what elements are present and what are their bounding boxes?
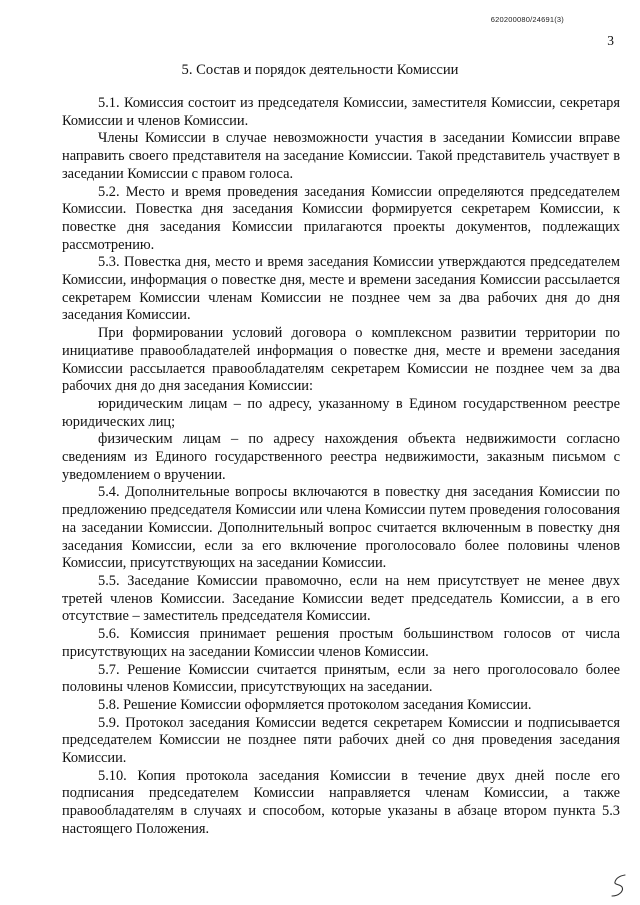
section-heading: 5. Состав и порядок деятельности Комиссии [181,62,459,78]
paragraph-5-2: 5.2. Место и время проведения заседания Комиссии определяются председателем Комиссии. Повестка дня заседания Комиссии формируется секретарем Комиссии, к повестке дня заседания Комиссии прилагаются проекты документов, подлежащих рассмотрению. [62,183,620,253]
paragraph-5-7: 5.7. Решение Комиссии считается принятым, если за него проголосовало более половины членов Комиссии, присутствующих на заседании. [62,661,620,696]
paragraph-5-3: 5.3. Повестка дня, место и время заседания Комиссии утверждаются председателем Комиссии, информация о повестке дня, месте и времени заседания Комиссии рассылается секретарем Комиссии членам Комиссии не позднее чем за два рабочих дня до дня заседания Комиссии. [62,254,620,324]
paragraph-legal-entities: юридическим лицам – по адресу, указанному в Едином государственном реестре юридических лиц; [62,395,620,430]
paragraph-5-10: 5.10. Копия протокола заседания Комиссии в течение двух дней после его подписания председателем Комиссии направляется членам Комиссии, а также правообладателям в случаях и способом, которые указаны в абзаце втором пункта 5.3 настоящего Положения. [62,767,620,837]
paragraph-rightholders-notice: При формировании условий договора о комплексном развитии территории по инициативе правообладателей информация о повестке дня, месте и времени заседания Комиссии рассылается правообладателям секретарем Комиссии не позднее чем за два рабочих дня до дня заседания Комиссии: [62,325,620,395]
paragraph-5-5: 5.5. Заседание Комиссии правомочно, если на нем присутствует не менее двух третей членов Комиссии. Заседание Комиссии ведет председатель Комиссии, а в его отсутствие – заместитель председателя Комиссии. [62,572,620,625]
handwritten-mark [608,873,630,899]
paragraph-5-9: 5.9. Протокол заседания Комиссии ведется секретарем Комиссии и подписывается председателем Комиссии не позднее пяти рабочих дней со дня проведения заседания Комиссии. [62,714,620,767]
paragraph-5-1: 5.1. Комиссия состоит из председателя Комиссии, заместителя Комиссии, секретаря Комиссии и членов Комиссии. [62,95,620,129]
document-body [62,95,620,839]
paragraph-5-4: 5.4. Дополнительные вопросы включаются в повестку дня заседания Комиссии по предложению председателя Комиссии или члена Комиссии путем проведения голосования на заседании Комиссии. Дополнительный вопрос считается включенным в повестку дня заседания Комиссии, если за его включение проголосовало более половины членов Комиссии, присутствующих на заседании Комиссии. [62,484,620,572]
paragraph-5-6: 5.6. Комиссия принимает решения простым большинством голосов от числа присутствующих на заседании Комиссии членов Комиссии. [62,626,620,660]
document-registration-code: 620200080/24691(3) [490,15,564,24]
paragraph-representatives: Члены Комиссии в случае невозможности участия в заседании Комиссии вправе направить своего представителя на заседание Комиссии. Такой представитель участвует в заседании Комиссии с правом голоса. [62,130,620,182]
paragraph-individuals: физическим лицам – по адресу нахождения объекта недвижимости согласно сведениям из Единого государственного реестра недвижимости, заказным письмом с уведомлением о вручении. [62,431,620,483]
page-number: 3 [607,33,614,48]
paragraph-5-8: 5.8. Решение Комиссии оформляется протоколом заседания Комиссии. [98,696,532,713]
